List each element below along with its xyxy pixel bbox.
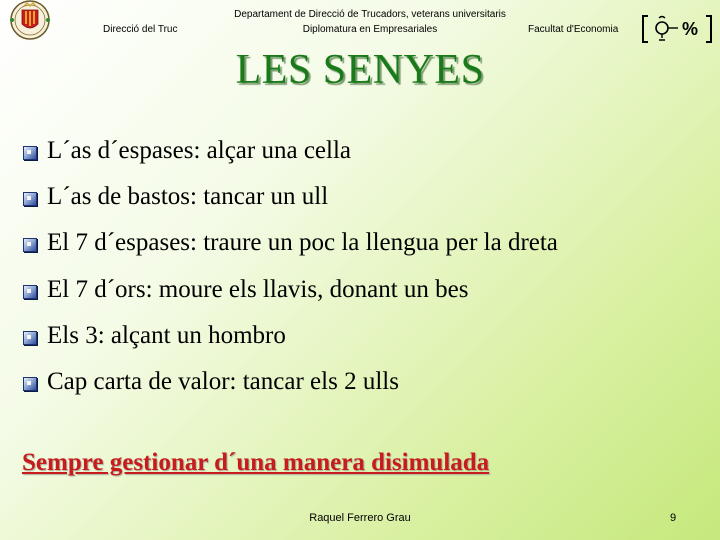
university-crest-icon (0, 0, 60, 46)
header-left-label: Direcció del Truc (103, 24, 178, 35)
list-item: El 7 d´espases: traure un poc la llengua per la dreta (22, 226, 702, 260)
list-item: El 7 d´ors: moure els llavis, donant un bes (22, 273, 702, 306)
bullet-box-icon (23, 192, 37, 206)
bullet-box-icon (23, 331, 37, 345)
faculty-label: Facultat d'Economia (528, 24, 619, 35)
svg-text:%: % (682, 19, 699, 39)
page-number: 9 (670, 512, 677, 524)
emphasis-text: Sempre gestionar d´una manera disimulada (22, 449, 490, 476)
list-item: L´as d´espases: alçar una cella (22, 134, 702, 167)
faculty-logo-icon (640, 12, 716, 46)
bullet-box-icon (23, 238, 37, 252)
department-name: Departament de Direcció de Trucadors, veterans universitaris (234, 9, 506, 20)
diploma-label: Diplomatura en Empresariales (302, 24, 438, 35)
bullet-box-icon (23, 377, 37, 391)
list-item: Els 3: alçant un hombro (22, 319, 702, 352)
list-item: Cap carta de valor: tancar els 2 ulls (22, 365, 702, 398)
bullet-box-icon (23, 146, 37, 160)
page-title: LES SENYES (235, 47, 485, 93)
author-name: Raquel Ferrero Grau (309, 512, 411, 524)
bullet-list (22, 134, 702, 411)
bullet-box-icon (23, 285, 37, 299)
list-item: L´as de bastos: tancar un ull (22, 180, 702, 213)
